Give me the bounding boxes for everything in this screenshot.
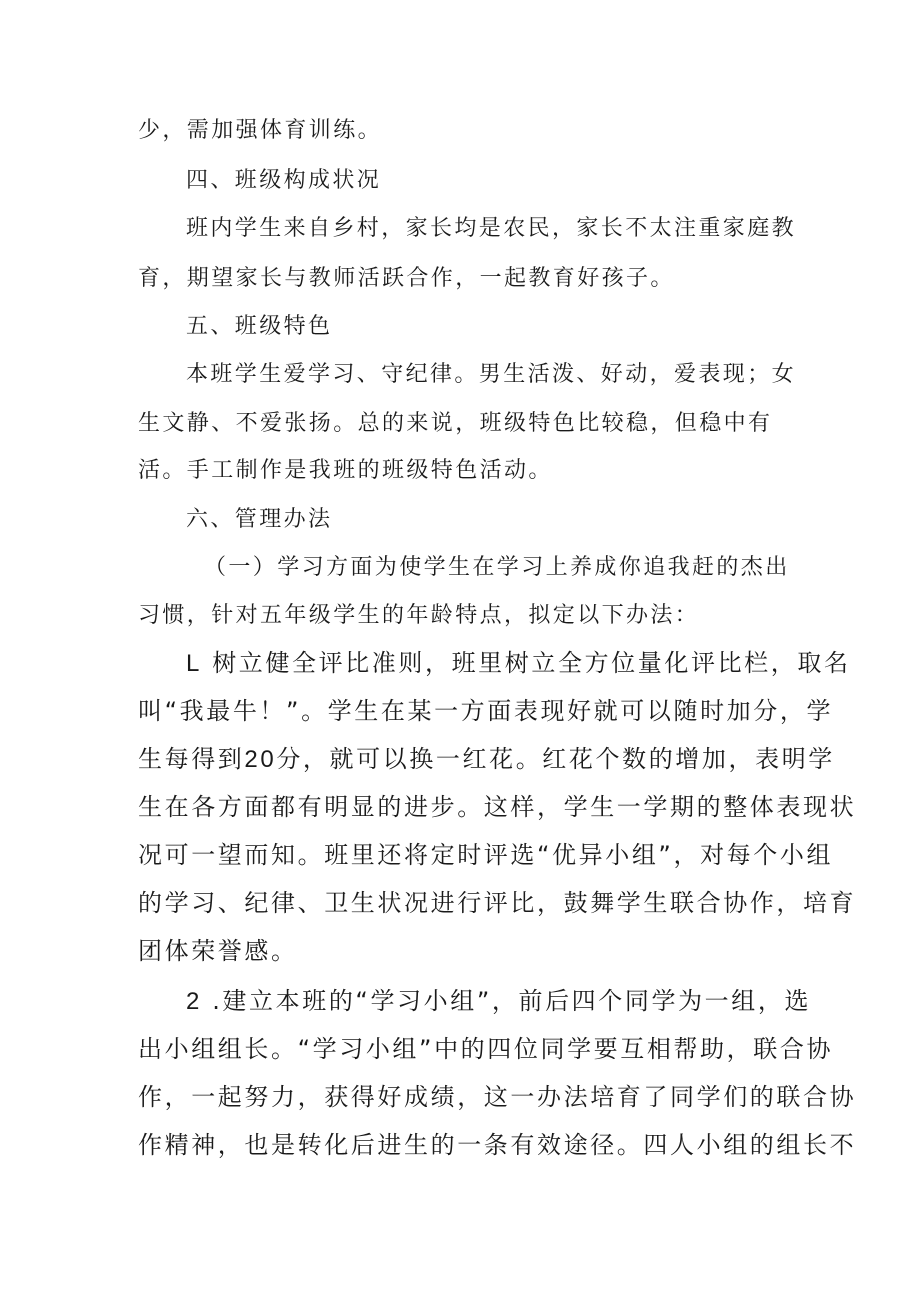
text-fragment: 生每得到 (138, 745, 245, 773)
text-line: 班内学生来自乡村，家长均是农民，家长不太注重家庭教 (186, 216, 797, 241)
text-line: 出小组组长。“学习小组”中的四位同学要互相帮助，联合协 (138, 1035, 834, 1063)
list-item-one (186, 648, 851, 679)
text-line: 团体荣誉感。 (138, 937, 298, 965)
section-heading-five: 五、班级特色 (186, 314, 333, 339)
text-line: 况可一望而知。班里还将定时评选“优异小组”，对每个小组 (138, 841, 834, 869)
text-line: 习惯，针对五年级学生的年龄特点，拟定以下办法： (138, 603, 700, 628)
number-twenty: 20 (244, 746, 277, 773)
section-heading-six: 六、管理办法 (186, 507, 333, 532)
list-item-two (186, 986, 811, 1017)
text-line: 活。手工制作是我班的班级特色活动。 (138, 458, 553, 483)
list-item-text: 树立健全评比准则，班里树立全方位量化评比栏，取名 (212, 649, 851, 677)
text-line: 生在各方面都有明显的进步。这样，学生一学期的整体表现状 (138, 793, 857, 821)
text-line: 的学习、纪律、卫生状况进行评比，鼓舞学生联合协作，培育 (138, 889, 857, 917)
text-line: 叫“我最牛！”。学生在某一方面表现好就可以随时加分，学 (138, 697, 834, 725)
text-line: 本班学生爱学习、守纪律。男生活泼、好动，爱表现；女 (186, 362, 797, 387)
text-line: 少，需加强体育训练。 (138, 118, 383, 143)
list-marker-one: L (186, 650, 202, 677)
section-heading-four: 四、班级构成状况 (186, 168, 382, 193)
text-line (138, 744, 835, 775)
text-line: 作精神，也是转化后进生的一条有效途径。四人小组的组长不 (138, 1131, 857, 1159)
text-fragment: 分，就可以换一红花。红花个数的增加，表明学 (276, 745, 835, 773)
text-line: 作，一起努力，获得好成绩，这一办法培育了同学们的联合协 (138, 1083, 857, 1111)
subsection-heading: （一）学习方面为使学生在学习上养成你追我赶的杰出 (204, 555, 790, 580)
list-item-text: .建立本班的“学习小组”，前后四个同学为一组，选 (212, 987, 812, 1015)
text-line: 育，期望家长与教师活跃合作，一起教育好孩子。 (138, 266, 675, 291)
text-line: 生文静、不爱张扬。总的来说，班级特色比较稳，但稳中有 (138, 411, 773, 436)
list-marker-two: 2 (186, 988, 202, 1015)
